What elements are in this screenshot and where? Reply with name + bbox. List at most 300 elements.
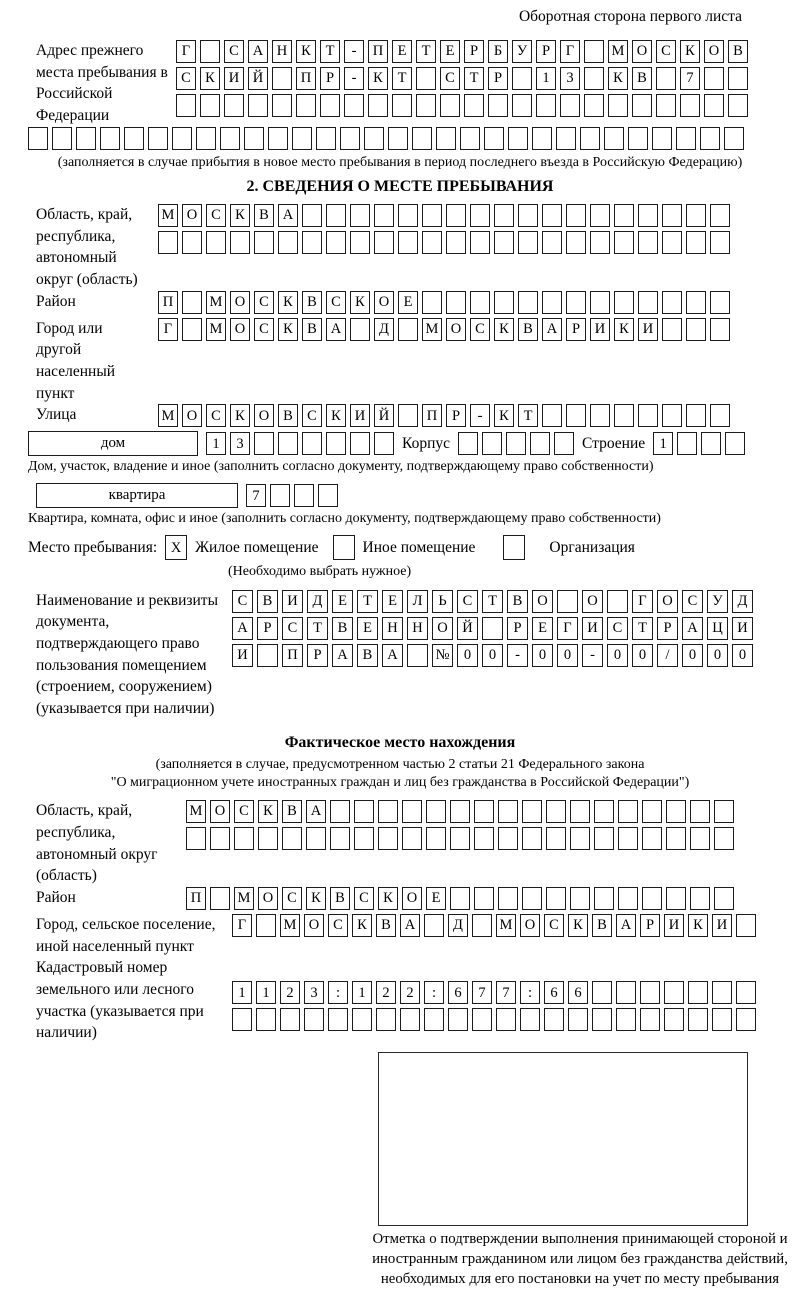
char-box[interactable] [690,827,710,850]
char-box[interactable]: - [470,404,490,427]
char-box[interactable] [172,127,192,150]
char-box[interactable]: И [282,590,303,613]
char-box[interactable]: Н [272,40,292,63]
char-box[interactable] [522,887,542,910]
char-box[interactable] [426,800,446,823]
char-box[interactable] [710,404,730,427]
char-box[interactable] [402,827,422,850]
char-box[interactable] [302,432,322,455]
char-box[interactable] [566,204,586,227]
char-box[interactable] [256,1008,276,1031]
char-box[interactable] [330,800,350,823]
char-box[interactable]: В [518,318,538,341]
char-box[interactable]: С [254,318,274,341]
char-box[interactable] [584,67,604,90]
char-box[interactable]: - [507,644,528,667]
char-box[interactable] [686,204,706,227]
char-box[interactable] [272,67,292,90]
char-box[interactable]: К [230,204,250,227]
char-box[interactable] [546,887,566,910]
char-box[interactable] [664,1008,684,1031]
char-box[interactable] [656,67,676,90]
char-box[interactable] [306,827,326,850]
char-box[interactable]: К [378,887,398,910]
char-box[interactable] [614,404,634,427]
char-box[interactable]: 0 [532,644,553,667]
char-box[interactable] [557,590,578,613]
char-box[interactable]: О [230,318,250,341]
char-box[interactable]: А [400,914,420,937]
char-box[interactable] [666,827,686,850]
char-box[interactable]: Р [566,318,586,341]
char-box[interactable] [398,404,418,427]
char-box[interactable] [206,231,226,254]
char-box[interactable] [330,827,350,850]
char-box[interactable] [350,231,370,254]
char-box[interactable]: С [544,914,564,937]
char-box[interactable]: : [520,981,540,1004]
char-box[interactable] [544,1008,564,1031]
char-box[interactable]: Н [382,617,403,640]
char-box[interactable]: И [582,617,603,640]
char-box[interactable] [604,127,624,150]
char-box[interactable]: 3 [560,67,580,90]
char-box[interactable]: О [402,887,422,910]
char-box[interactable]: Д [448,914,468,937]
char-box[interactable]: Т [320,40,340,63]
char-box[interactable] [614,204,634,227]
char-box[interactable] [710,291,730,314]
char-box[interactable] [666,887,686,910]
char-box[interactable] [378,800,398,823]
char-box[interactable] [590,204,610,227]
char-box[interactable] [270,484,290,507]
char-box[interactable]: 0 [457,644,478,667]
char-box[interactable]: М [158,404,178,427]
char-box[interactable] [280,1008,300,1031]
char-box[interactable] [652,127,672,150]
char-box[interactable]: И [232,644,253,667]
char-box[interactable] [232,1008,252,1031]
char-box[interactable] [374,204,394,227]
char-box[interactable] [712,981,732,1004]
char-box[interactable] [200,40,220,63]
char-box[interactable]: О [230,291,250,314]
char-box[interactable]: Е [392,40,412,63]
char-box[interactable] [424,1008,444,1031]
char-box[interactable] [710,231,730,254]
char-box[interactable] [542,291,562,314]
char-box[interactable]: У [512,40,532,63]
char-box[interactable] [566,231,586,254]
char-box[interactable] [200,94,220,117]
char-box[interactable]: В [632,67,652,90]
char-box[interactable]: 3 [230,432,250,455]
char-box[interactable]: С [234,800,254,823]
char-box[interactable]: В [282,800,302,823]
char-box[interactable]: В [592,914,612,937]
char-box[interactable] [594,827,614,850]
char-box[interactable] [506,432,526,455]
char-box[interactable]: А [542,318,562,341]
char-box[interactable]: М [186,800,206,823]
char-box[interactable] [450,887,470,910]
char-box[interactable]: О [532,590,553,613]
char-box[interactable]: В [302,318,322,341]
char-box[interactable]: К [306,887,326,910]
char-box[interactable]: К [614,318,634,341]
char-box[interactable] [472,914,492,937]
char-box[interactable]: В [728,40,748,63]
char-box[interactable] [234,827,254,850]
char-box[interactable]: 2 [400,981,420,1004]
char-box[interactable]: 0 [482,644,503,667]
char-box[interactable]: А [332,644,353,667]
char-box[interactable]: А [248,40,268,63]
char-box[interactable]: К [200,67,220,90]
char-box[interactable] [422,231,442,254]
char-box[interactable] [542,231,562,254]
char-box[interactable]: Г [632,590,653,613]
char-box[interactable] [158,231,178,254]
char-box[interactable]: - [582,644,603,667]
char-box[interactable] [656,94,676,117]
char-box[interactable]: О [446,318,466,341]
char-box[interactable]: О [210,800,230,823]
char-box[interactable] [272,94,292,117]
char-box[interactable] [416,94,436,117]
char-box[interactable] [546,800,566,823]
char-box[interactable] [326,432,346,455]
confirmation-mark-box[interactable] [378,1052,748,1226]
char-box[interactable]: 7 [496,981,516,1004]
char-box[interactable] [482,617,503,640]
char-box[interactable]: Л [407,590,428,613]
char-box[interactable]: 0 [557,644,578,667]
char-box[interactable] [268,127,288,150]
char-box[interactable] [662,404,682,427]
char-box[interactable]: 6 [568,981,588,1004]
char-box[interactable] [518,291,538,314]
char-box[interactable] [328,1008,348,1031]
house-field-box[interactable]: дом [28,431,198,456]
char-box[interactable]: М [158,204,178,227]
char-box[interactable]: 7 [680,67,700,90]
char-box[interactable]: Е [332,590,353,613]
char-box[interactable]: 1 [536,67,556,90]
char-box[interactable] [607,590,628,613]
char-box[interactable] [662,318,682,341]
char-box[interactable] [518,231,538,254]
char-box[interactable]: П [368,40,388,63]
char-box[interactable]: Т [632,617,653,640]
char-box[interactable]: 0 [732,644,753,667]
char-box[interactable]: Г [232,914,252,937]
char-box[interactable] [530,432,550,455]
char-box[interactable]: О [182,404,202,427]
char-box[interactable] [470,231,490,254]
char-box[interactable]: П [158,291,178,314]
char-box[interactable] [350,204,370,227]
char-box[interactable]: М [234,887,254,910]
char-box[interactable]: К [352,914,372,937]
char-box[interactable]: 6 [448,981,468,1004]
char-box[interactable]: К [494,404,514,427]
char-box[interactable]: С [328,914,348,937]
char-box[interactable]: 0 [682,644,703,667]
char-box[interactable]: Г [158,318,178,341]
char-box[interactable]: О [182,204,202,227]
char-box[interactable] [688,981,708,1004]
char-box[interactable] [422,291,442,314]
char-box[interactable]: X [165,535,187,560]
char-box[interactable] [292,127,312,150]
char-box[interactable]: Е [532,617,553,640]
char-box[interactable]: К [494,318,514,341]
char-box[interactable] [256,914,276,937]
char-box[interactable]: О [432,617,453,640]
char-box[interactable] [392,94,412,117]
char-box[interactable] [700,127,720,150]
char-box[interactable] [662,204,682,227]
char-box[interactable] [594,800,614,823]
char-box[interactable] [282,827,302,850]
char-box[interactable]: М [496,914,516,937]
char-box[interactable] [254,432,274,455]
char-box[interactable] [494,231,514,254]
char-box[interactable]: В [357,644,378,667]
char-box[interactable] [642,827,662,850]
char-box[interactable] [182,318,202,341]
char-box[interactable]: Н [407,617,428,640]
char-box[interactable] [350,432,370,455]
char-box[interactable]: Д [374,318,394,341]
char-box[interactable] [494,291,514,314]
char-box[interactable] [616,981,636,1004]
char-box[interactable]: А [616,914,636,937]
char-box[interactable] [496,1008,516,1031]
char-box[interactable]: С [224,40,244,63]
char-box[interactable] [542,404,562,427]
char-box[interactable]: К [326,404,346,427]
char-box[interactable]: Е [426,887,446,910]
char-box[interactable]: 1 [232,981,252,1004]
char-box[interactable] [662,291,682,314]
char-box[interactable]: О [304,914,324,937]
char-box[interactable] [472,1008,492,1031]
char-box[interactable] [614,231,634,254]
char-box[interactable]: С [206,404,226,427]
char-box[interactable]: П [282,644,303,667]
char-box[interactable]: О [374,291,394,314]
char-box[interactable] [352,1008,372,1031]
char-box[interactable] [614,291,634,314]
char-box[interactable] [546,827,566,850]
char-box[interactable] [340,127,360,150]
char-box[interactable]: В [278,404,298,427]
char-box[interactable]: 0 [607,644,628,667]
char-box[interactable] [640,1008,660,1031]
char-box[interactable] [100,127,120,150]
char-box[interactable]: С [656,40,676,63]
char-box[interactable] [28,127,48,150]
char-box[interactable]: С [232,590,253,613]
char-box[interactable]: С [176,67,196,90]
char-box[interactable]: С [302,404,322,427]
char-box[interactable] [318,484,338,507]
char-box[interactable] [407,644,428,667]
char-box[interactable] [522,827,542,850]
char-box[interactable]: В [330,887,350,910]
char-box[interactable]: Ц [707,617,728,640]
char-box[interactable] [688,1008,708,1031]
char-box[interactable] [532,127,552,150]
char-box[interactable] [368,94,388,117]
char-box[interactable] [244,127,264,150]
char-box[interactable] [568,1008,588,1031]
char-box[interactable]: О [632,40,652,63]
char-box[interactable]: С [607,617,628,640]
char-box[interactable] [714,800,734,823]
char-box[interactable]: И [638,318,658,341]
char-box[interactable]: - [344,67,364,90]
char-box[interactable]: О [254,404,274,427]
char-box[interactable] [210,827,230,850]
char-box[interactable] [412,127,432,150]
char-box[interactable] [186,827,206,850]
char-box[interactable]: К [350,291,370,314]
char-box[interactable] [182,231,202,254]
char-box[interactable] [594,887,614,910]
char-box[interactable]: С [354,887,374,910]
char-box[interactable]: Р [257,617,278,640]
char-box[interactable] [638,291,658,314]
char-box[interactable] [710,204,730,227]
char-box[interactable]: С [440,67,460,90]
char-box[interactable]: К [688,914,708,937]
char-box[interactable]: И [664,914,684,937]
char-box[interactable] [503,535,525,560]
char-box[interactable]: К [296,40,316,63]
char-box[interactable]: Г [560,40,580,63]
char-box[interactable] [712,1008,732,1031]
char-box[interactable] [566,404,586,427]
char-box[interactable] [326,231,346,254]
char-box[interactable]: Е [440,40,460,63]
char-box[interactable]: Р [488,67,508,90]
char-box[interactable] [724,127,744,150]
char-box[interactable]: Р [446,404,466,427]
char-box[interactable]: К [278,318,298,341]
char-box[interactable]: : [424,981,444,1004]
char-box[interactable] [616,1008,636,1031]
char-box[interactable] [570,827,590,850]
char-box[interactable]: Т [357,590,378,613]
char-box[interactable] [426,827,446,850]
char-box[interactable]: П [422,404,442,427]
char-box[interactable] [701,432,721,455]
char-box[interactable] [344,94,364,117]
char-box[interactable]: 3 [304,981,324,1004]
char-box[interactable]: С [254,291,274,314]
char-box[interactable] [570,800,590,823]
char-box[interactable] [436,127,456,150]
char-box[interactable] [470,204,490,227]
char-box[interactable] [566,291,586,314]
char-box[interactable]: И [590,318,610,341]
char-box[interactable] [220,127,240,150]
char-box[interactable] [618,800,638,823]
char-box[interactable]: Р [307,644,328,667]
char-box[interactable] [446,291,466,314]
char-box[interactable] [296,94,316,117]
char-box[interactable] [640,981,660,1004]
char-box[interactable]: С [282,887,302,910]
char-box[interactable] [592,1008,612,1031]
char-box[interactable] [542,204,562,227]
char-box[interactable] [230,231,250,254]
char-box[interactable]: 7 [472,981,492,1004]
char-box[interactable]: 1 [352,981,372,1004]
char-box[interactable]: П [296,67,316,90]
char-box[interactable]: А [232,617,253,640]
char-box[interactable] [642,800,662,823]
char-box[interactable]: Р [507,617,528,640]
char-box[interactable]: А [278,204,298,227]
char-box[interactable] [498,827,518,850]
char-box[interactable] [570,887,590,910]
char-box[interactable]: С [682,590,703,613]
char-box[interactable] [257,644,278,667]
char-box[interactable] [662,231,682,254]
char-box[interactable] [638,204,658,227]
char-box[interactable]: Р [640,914,660,937]
char-box[interactable] [416,67,436,90]
char-box[interactable]: В [257,590,278,613]
char-box[interactable] [450,800,470,823]
char-box[interactable] [148,127,168,150]
char-box[interactable]: В [376,914,396,937]
char-box[interactable] [714,887,734,910]
char-box[interactable]: Т [482,590,503,613]
char-box[interactable] [714,827,734,850]
char-box[interactable]: 1 [653,432,673,455]
char-box[interactable]: К [230,404,250,427]
char-box[interactable]: Г [176,40,196,63]
char-box[interactable]: В [254,204,274,227]
char-box[interactable] [326,204,346,227]
char-box[interactable] [258,827,278,850]
char-box[interactable]: 0 [632,644,653,667]
char-box[interactable] [690,887,710,910]
char-box[interactable] [584,94,604,117]
char-box[interactable]: Р [464,40,484,63]
char-box[interactable] [52,127,72,150]
char-box[interactable]: Й [457,617,478,640]
char-box[interactable]: М [280,914,300,937]
char-box[interactable] [460,127,480,150]
char-box[interactable]: С [282,617,303,640]
char-box[interactable] [554,432,574,455]
char-box[interactable]: - [344,40,364,63]
char-box[interactable]: Р [536,40,556,63]
char-box[interactable]: Т [416,40,436,63]
char-box[interactable] [448,1008,468,1031]
char-box[interactable] [512,67,532,90]
char-box[interactable]: С [457,590,478,613]
char-box[interactable]: Р [657,617,678,640]
char-box[interactable] [210,887,230,910]
